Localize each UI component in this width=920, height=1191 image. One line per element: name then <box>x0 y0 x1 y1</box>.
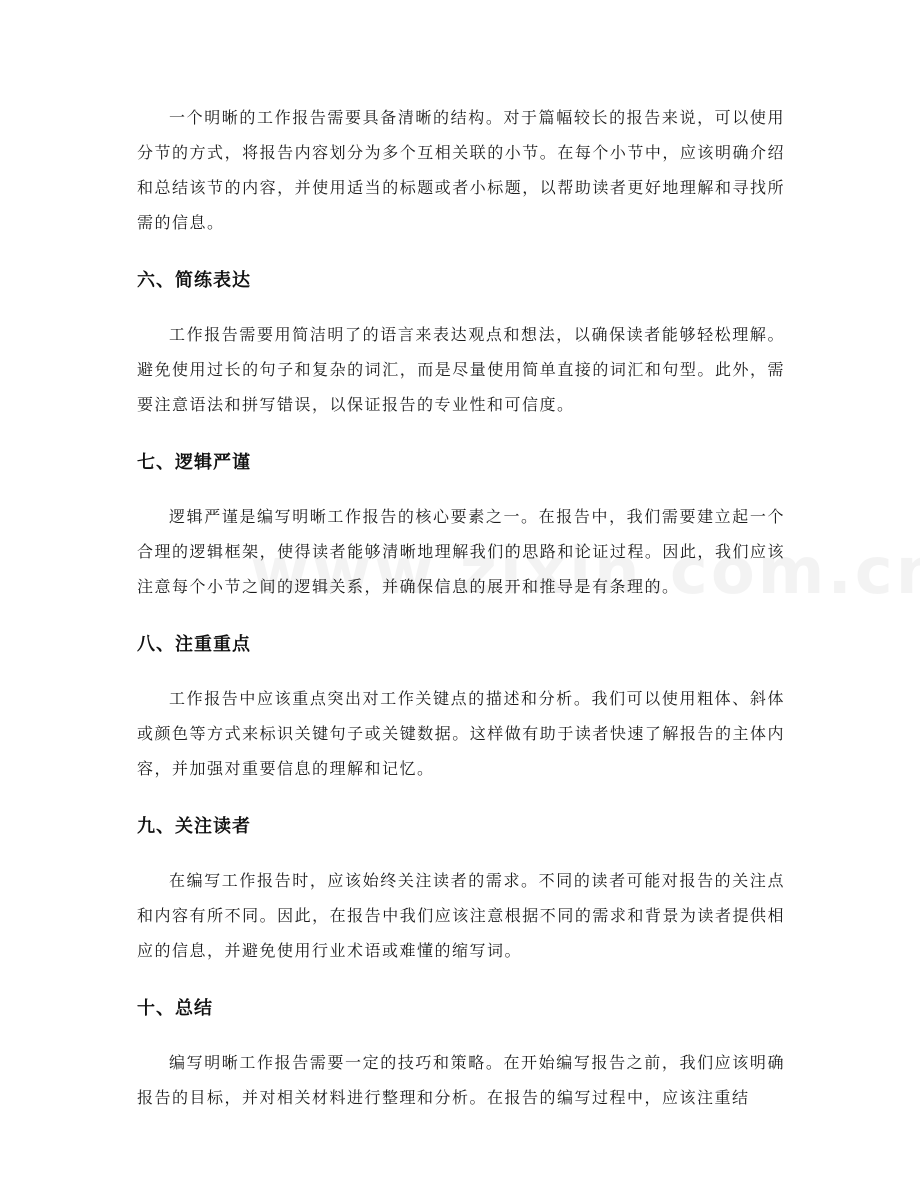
section-body-7: 逻辑严谨是编写明晰工作报告的核心要素之一。在报告中，我们需要建立起一个合理的逻辑框架，使得读者能够清晰地理解我们的思路和论证过程。因此，我们应该注意每个小节之间的逻辑关系，并确保信息的展开和推导是有条理的。 <box>137 507 785 596</box>
section-body-10: 编写明晰工作报告需要一定的技巧和策略。在开始编写报告之前，我们应该明确报告的目标，并对相关材料进行整理和分析。在报告的编写过程中，应该注重结 <box>137 1053 785 1107</box>
section-heading-9: 九、关注读者 <box>137 816 251 837</box>
section-body-9: 在编写工作报告时，应该始终关注读者的需求。不同的读者可能对报告的关注点和内容有所不同。因此，在报告中我们应该注意根据不同的需求和背景为读者提供相应的信息，并避免使用行业术语或难懂的缩写词。 <box>137 871 785 960</box>
section-body-6: 工作报告需要用简洁明了的语言来表达观点和想法，以确保读者能够轻松理解。避免使用过长的句子和复杂的词汇，而是尽量使用简单直接的词汇和句型。此外，需要注意语法和拼写错误，以保证报告的专业性和可信度。 <box>137 325 785 414</box>
document-body <box>137 100 785 1115</box>
section-heading-8: 八、注重重点 <box>137 634 251 655</box>
section-heading-10: 十、总结 <box>137 998 213 1019</box>
section-body-8: 工作报告中应该重点突出对工作关键点的描述和分析。我们可以使用粗体、斜体或颜色等方式来标识关键句子或关键数据。这样做有助于读者快速了解报告的主体内容，并加强对重要信息的理解和记忆。 <box>137 689 785 778</box>
section-heading-7: 七、逻辑严谨 <box>137 452 251 473</box>
intro-paragraph: 一个明晰的工作报告需要具备清晰的结构。对于篇幅较长的报告来说，可以使用分节的方式，将报告内容划分为多个互相关联的小节。在每个小节中，应该明确介绍和总结该节的内容，并使用适当的标题或者小标题，以帮助读者更好地理解和寻找所需的信息。 <box>137 108 785 232</box>
section-heading-6: 六、简练表达 <box>137 270 251 291</box>
